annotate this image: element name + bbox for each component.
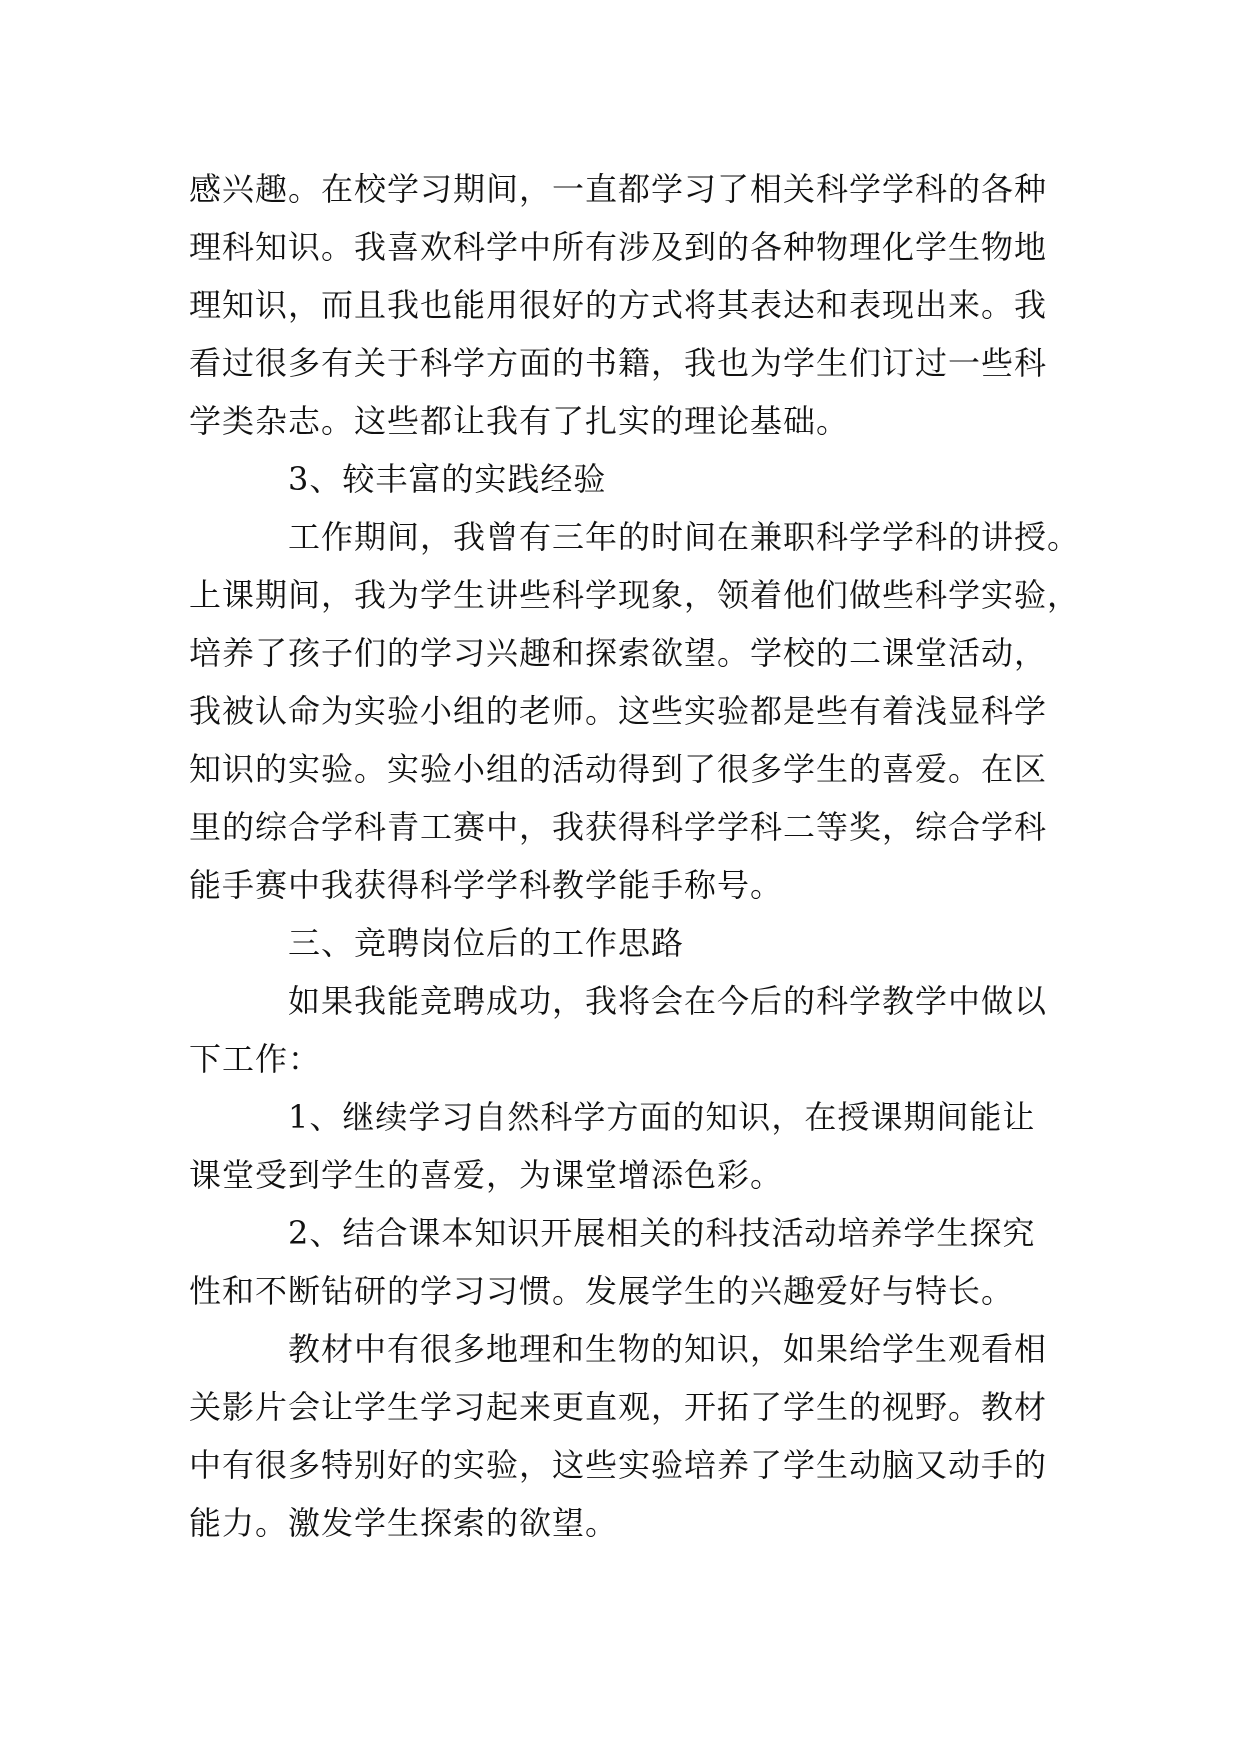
text-line: 教材中有很多地理和生物的知识，如果给学生观看相: [288, 1330, 1048, 1368]
text-line: 课堂受到学生的喜爱，为课堂增添色彩。: [189, 1156, 784, 1194]
text-line: 能力。激发学生探索的欲望。: [189, 1504, 619, 1542]
text-line: 下工作：: [189, 1040, 322, 1078]
text-line: 感兴趣。在校学习期间，一直都学习了相关科学学科的各种: [189, 170, 1048, 208]
text-line: 培养了孩子们的学习兴趣和探索欲望。学校的二课堂活动，: [189, 634, 1048, 672]
text-line: 如果我能竞聘成功，我将会在今后的科学教学中做以: [288, 982, 1048, 1020]
text-line: 工作期间，我曾有三年的时间在兼职科学学科的讲授。: [288, 518, 1081, 556]
text-line: 关影片会让学生学习起来更直观，开拓了学生的视野。教材: [189, 1388, 1048, 1426]
text-line: 能手赛中我获得科学学科教学能手称号。: [189, 866, 784, 904]
list-item: 1、继续学习自然科学方面的知识，在授课期间能让: [288, 1098, 1036, 1136]
text-line: 中有很多特别好的实验，这些实验培养了学生动脑又动手的: [189, 1446, 1048, 1484]
text-line: 里的综合学科青工赛中，我获得科学学科二等奖，综合学科: [189, 808, 1048, 846]
section-heading: 3、较丰富的实践经验: [288, 460, 607, 498]
text-line: 上课期间，我为学生讲些科学现象，领着他们做些科学实验，: [189, 576, 1081, 614]
text-line: 理科知识。我喜欢科学中所有涉及到的各种物理化学生物地: [189, 228, 1048, 266]
text-line: 性和不断钻研的学习习惯。发展学生的兴趣爱好与特长。: [189, 1272, 1015, 1310]
text-line: 理知识，而且我也能用很好的方式将其表达和表现出来。我: [189, 286, 1048, 324]
text-line: 我被认命为实验小组的老师。这些实验都是些有着浅显科学: [189, 692, 1048, 730]
text-line: 知识的实验。实验小组的活动得到了很多学生的喜爱。在区: [189, 750, 1048, 788]
text-line: 看过很多有关于科学方面的书籍，我也为学生们订过一些科: [189, 344, 1048, 382]
list-item: 2、结合课本知识开展相关的科技活动培养学生探究: [288, 1214, 1036, 1252]
text-line: 学类杂志。这些都让我有了扎实的理论基础。: [189, 402, 850, 440]
section-heading: 三、竞聘岗位后的工作思路: [288, 924, 685, 962]
body-text: [189, 160, 1081, 1552]
